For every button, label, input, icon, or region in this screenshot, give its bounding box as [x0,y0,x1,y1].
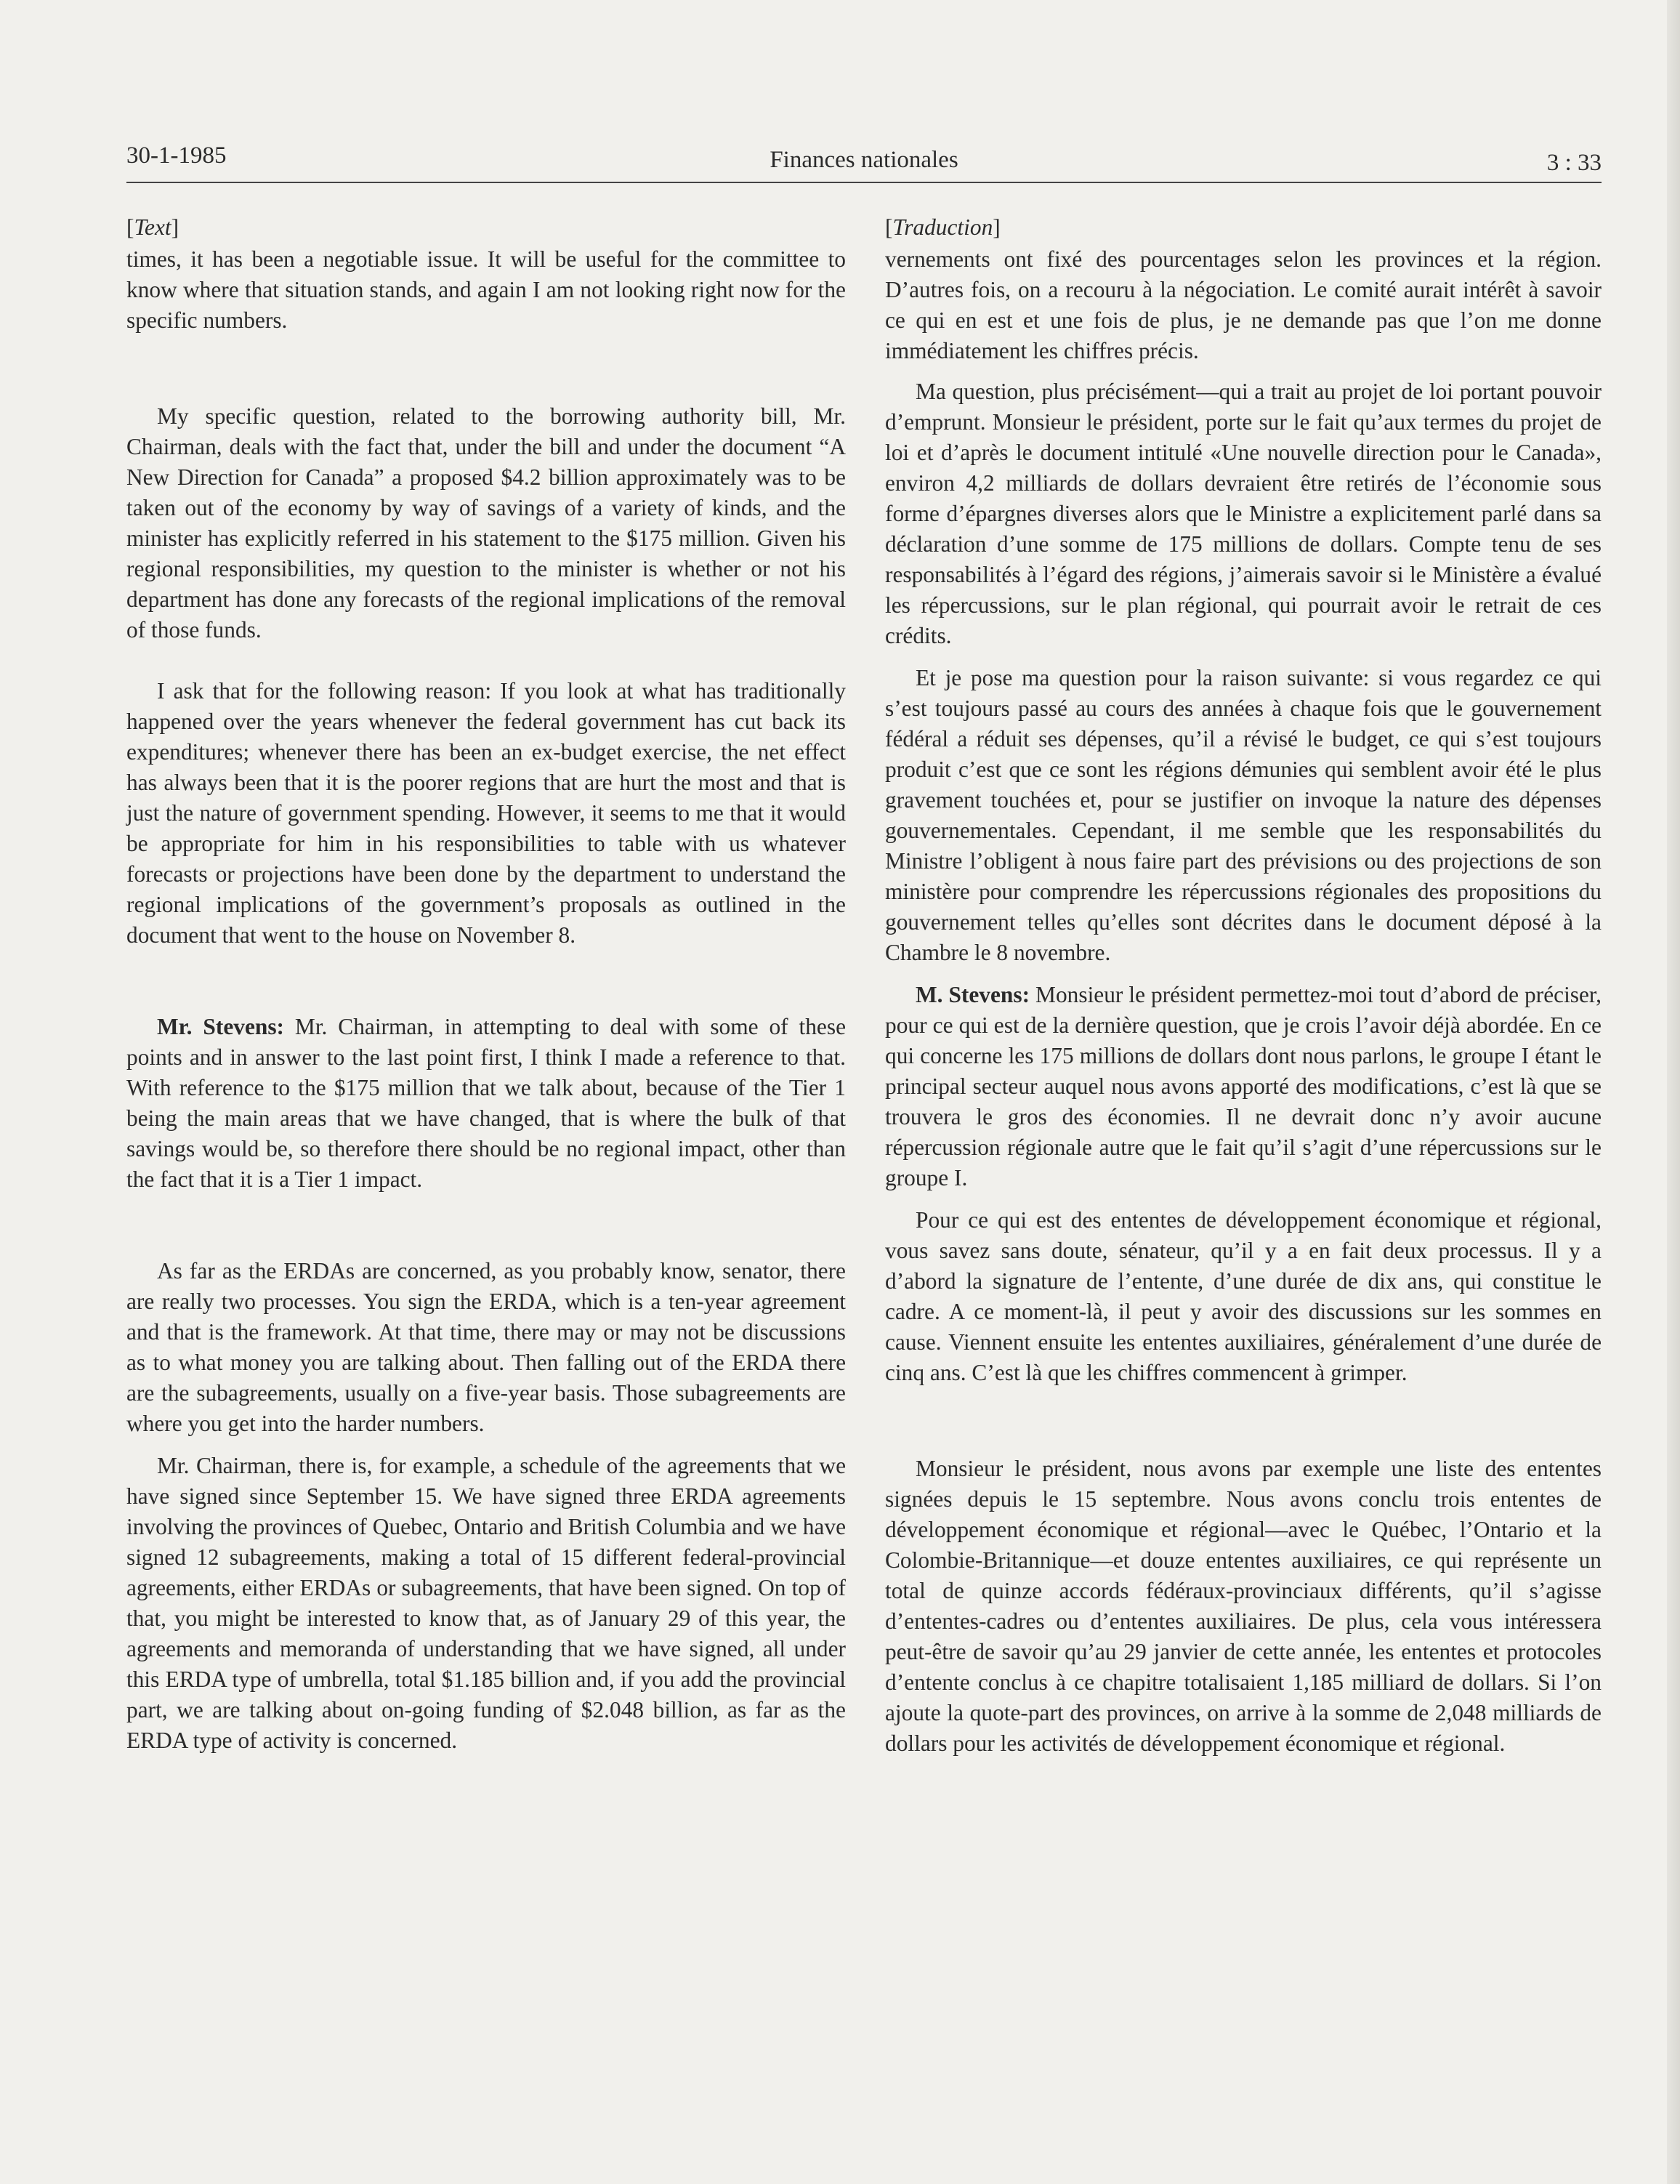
english-column [126,212,846,1756]
speaker-name: M. Stevens: [916,982,1030,1007]
paragraph: Pour ce qui est des ententes de développement économique et régional, vous savez sans doute, sénateur, qu’il y a en fait deux processus. Il y a d’abord la signature de l’entente, d’une durée de dix ans, qui constitue le cadre. A ce moment-là, il peut y avoir des discussions sur les sommes en cause. Viennent ensuite les ententes auxiliaires, généralement d’une durée de cinq ans. C’est là que les chiffres commencent à grimper. [885,1207,1602,1385]
header-title: Finances nationales [770,147,958,173]
speaker-paragraph [885,980,1602,1193]
header-rule [126,182,1602,183]
speech-text: Mr. Chairman, in attempting to deal with some of these points and in answer to the last point first, I think I made a reference to that. With reference to the $175 million that we talk about, because of the Tier 1 being the main areas that we have changed, that is where the bulk of that savings would be, so therefore there should be no regional impact, other than the fact that it is a Tier 1 impact. [126,1014,846,1192]
paragraph: vernements ont fixé des pourcentages selon les provinces et la région. D’autres fois, on a recouru à la négociation. Le comité aurait intérêt à savoir ce qui en est et une fois de plus, je ne demande pas que l’on me donne immédiatement les chiffres précis. [885,246,1602,363]
paragraph: I ask that for the following reason: If you look at what has traditionally happened over the years whenever the federal government has cut back its expenditures; whenever there has been an ex-budget exercise, the net effect has always been that it is the poorer regions that are hurt the most and that is just the nature of government spending. However, it seems to me that it would be appropriate for him in his responsibilities to table with us whatever forecasts or projections have been done by the department to understand the regional implications of the government’s proposals as outlined in the document that went to the house on November 8. [126,678,846,948]
page-header [126,142,1602,180]
column-label-traduction: [Traduction] [885,214,1001,240]
french-column [885,212,1602,1759]
header-date: 30-1-1985 [126,142,227,169]
paragraph: Monsieur le président, nous avons par exemple une liste des ententes signées depuis le 15 septembre. Nous avons conclu trois ententes de développement économique et régional—avec le Québec, l’Ontario et la Colombie-Britannique—et douze ententes auxiliaires, ce qui représente un total de quinze accords fédéraux-provinciaux différents, qu’il s’agisse d’ententes-cadres ou d’ententes auxiliaires. De plus, cela vous intéressera peut-être de savoir qu’au 29 janvier de cette année, les ententes et protocoles d’entente conclus à ce chapitre totalisaient 1,185 milliard de dollars. Si l’on ajoute la quote-part des provinces, on arrive à la somme de 2,048 milliards de dollars pour les activités de développement économique et régional. [885,1456,1602,1756]
paragraph: My specific question, related to the borrowing authority bill, Mr. Chairman, deals with the fact that, under the bill and under the document “A New Direction for Canada” a proposed $4.2 billion approximately was to be taken out of the economy by way of savings of a variety of kinds, and the minister has explicitly referred in his statement to the $175 million. Given his regional responsibilities, my question to the minister is whether or not his department has done any forecasts of the regional implications of the removal of those funds. [126,403,846,642]
paragraph: Et je pose ma question pour la raison suivante: si vous regardez ce qui s’est toujours passé au cours des années à chaque fois que le gouvernement fédéral a réduit ses dépenses, qu’il a révisé le budget, ce qui s’est toujours produit c’est que ce sont les régions démunies qui semblent avoir été le plus gravement touchées et, pour se justifier on invoque la nature des dépenses gouvernementales. Cependant, il me semble que les responsabilités du Ministre l’obligent à nous faire part des prévisions ou des projections de son ministère pour comprendre les répercussions régionales des propositions du gouvernement telles qu’elles sont décrites dans le document déposé à la Chambre le 8 novembre. [885,665,1602,965]
header-page-number: 3 : 33 [1546,150,1602,176]
paragraph: Mr. Chairman, there is, for example, a schedule of the agreements that we have signed since September 15. We have signed three ERDA agreements involving the provinces of Quebec, Ontario and British Columbia and we have signed 12 subagreements, making a total of 15 different federal-provincial agreements, either ERDAs or subagreements, that have been signed. On top of that, you might be interested to know that, as of January 29 of this year, the agreements and memoranda of understanding that we have signed, all under this ERDA type of umbrella, total $1.185 billion and, if you add the provincial part, we are talking about on-going funding of $2.048 billion, as far as the ERDA type of activity is concerned. [126,1453,846,1753]
paragraph: Ma question, plus précisément—qui a trait au projet de loi portant pouvoir d’emprunt. Monsieur le président, porte sur le fait qu’aux termes du projet de loi et d’après le document intitulé «Une nouvelle direction pour le Canada», environ 4,2 milliards de dollars devraient être retirés de l’économie sous forme d’épargnes diverses alors que le Ministre a explicitement parlé dans sa déclaration d’une somme de 175 millions de dollars. Compte tenu de ses responsabilités à l’égard des régions, j’aimerais savoir si le Ministère a évalué les répercussions, sur le plan régional, qui pourrait avoir le retrait de ces crédits. [885,379,1602,648]
paragraph: times, it has been a negotiable issue. It will be useful for the committee to know where that situation stands, and again I am not looking right now for the specific numbers. [126,246,846,333]
page-edge [1667,0,1680,2184]
speaker-paragraph [126,1012,846,1195]
speech-text: Monsieur le président permettez-moi tout d’abord de préciser, pour ce qui est de la dernière question, que je crois l’avoir déjà abordée. En ce qui concerne les 175 millions de dollars dont nous parlons, le groupe I étant le principal secteur auquel nous avons apporté des modifications, c’est là que se trouvera le gros des économies. Il ne devrait donc n’y avoir aucune répercussion régionale autre que le fait qu’il s’agit d’une répercussions sur le groupe I. [885,982,1602,1190]
speaker-name: Mr. Stevens: [157,1014,285,1039]
column-label-text: [Text] [126,214,179,240]
paragraph: As far as the ERDAs are concerned, as you probably know, senator, there are really two processes. You sign the ERDA, which is a ten-year agreement and that is the framework. At that time, there may or may not be discussions as to what money you are talking about. Then falling out of the ERDA there are the subagreements, usually on a five-year basis. Those subagreements are where you get into the harder numbers. [126,1258,846,1436]
